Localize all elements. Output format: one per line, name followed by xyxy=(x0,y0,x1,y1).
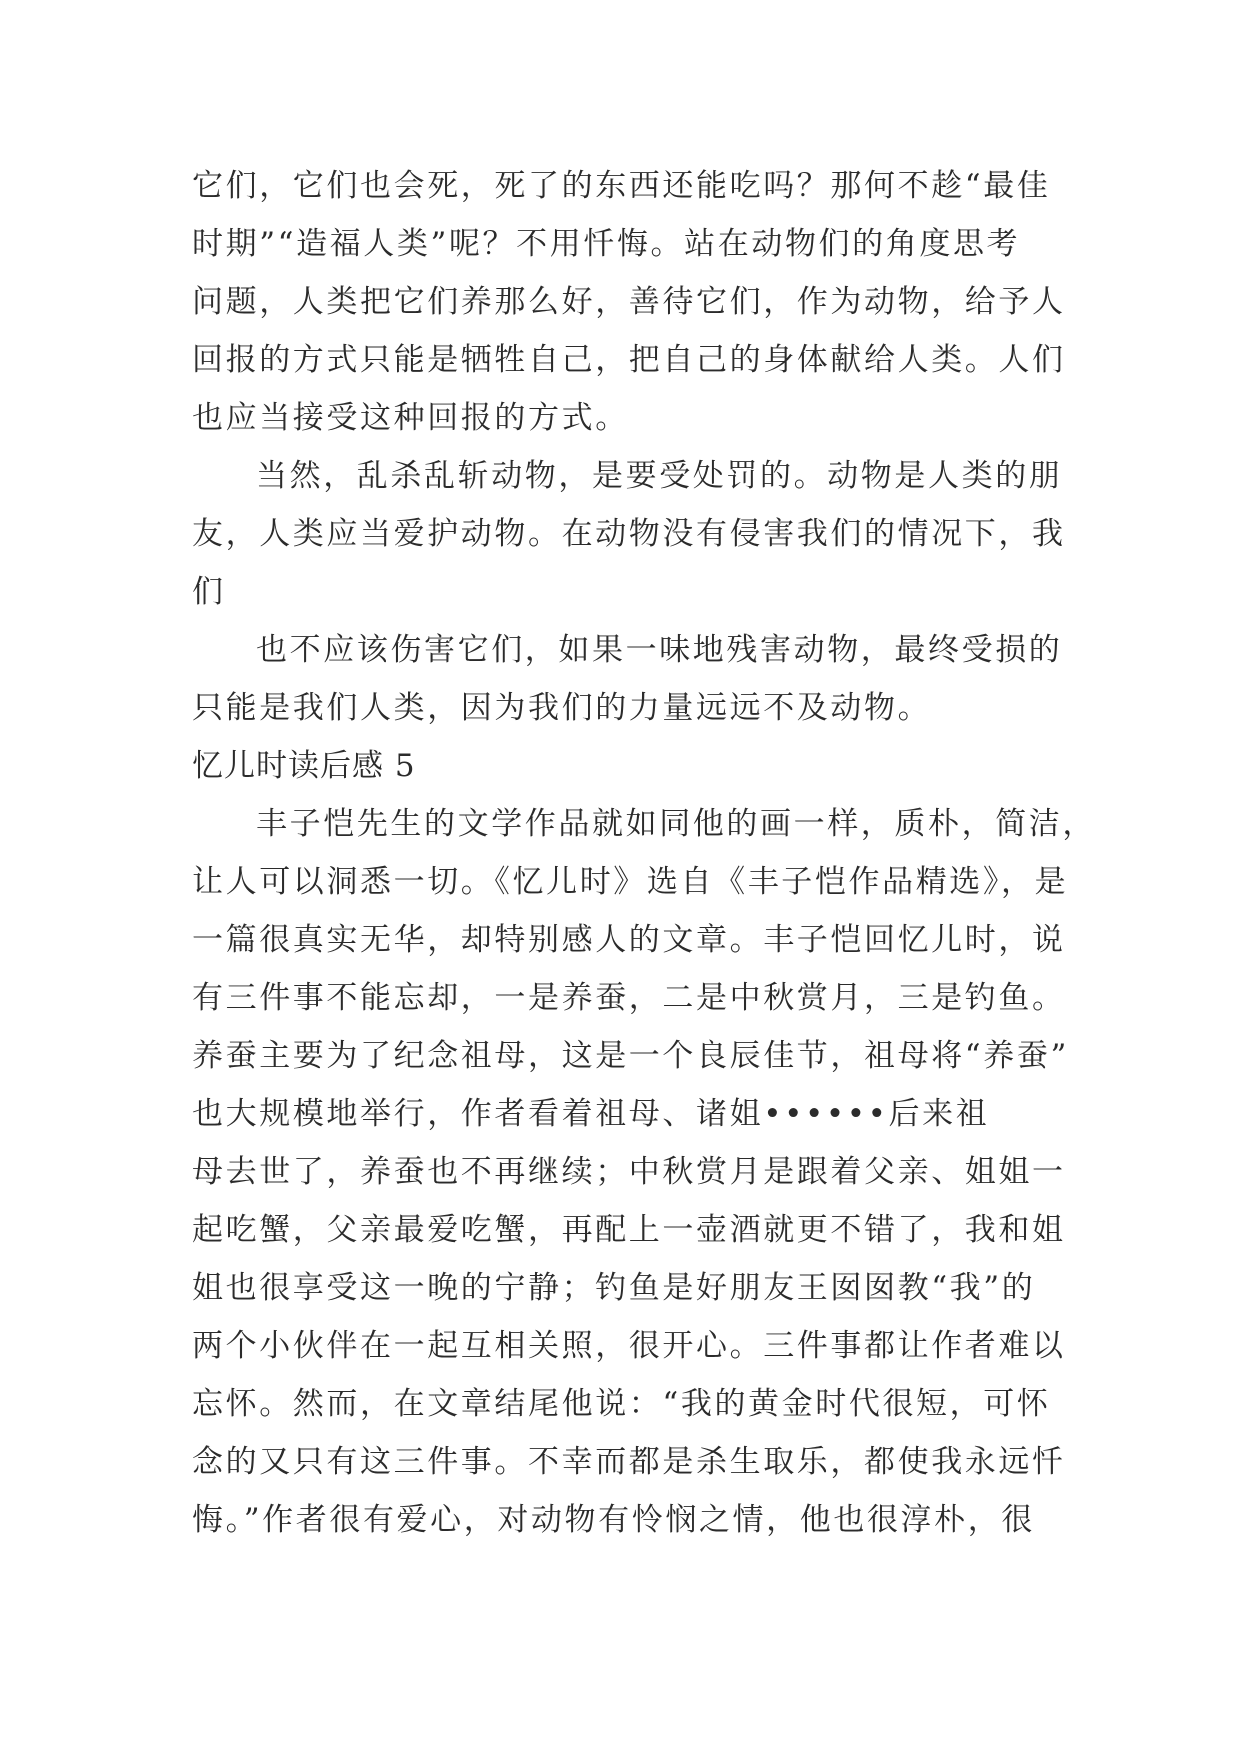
document-body xyxy=(192,157,1096,1549)
heading-text: 忆儿时读后感 5 xyxy=(192,748,416,784)
text-line: 时期”“造福人类”呢？不用忏悔。站在动物们的角度思考 xyxy=(192,226,1021,262)
text-line: 也应当接受这种回报的方式。 xyxy=(192,400,629,436)
section-heading xyxy=(192,737,1052,795)
text-line: 也不应该伤害它们，如果一味地残害动物，最终受损的 xyxy=(256,632,1063,668)
text-line: 姐也很享受这一晚的宁静；钓鱼是好朋友王囡囡教“我”的 xyxy=(192,1270,1036,1306)
text-line: 们 xyxy=(192,574,226,610)
paragraph xyxy=(192,621,1063,737)
text-line: 也大规模地举行，作者看着祖母、诸姐••••••后来祖 xyxy=(192,1096,990,1132)
text-line: 问题，人类把它们养那么好，善待它们，作为动物，给予人 xyxy=(192,284,1066,320)
text-line: 当然，乱杀乱斩动物，是要受处罚的。动物是人类的朋 xyxy=(256,458,1063,494)
text-line: 起吃蟹，父亲最爱吃蟹，再配上一壶酒就更不错了，我和姐 xyxy=(192,1212,1066,1248)
paragraph xyxy=(192,157,1066,447)
text-line: 念的又只有这三件事。不幸而都是杀生取乐，都使我永远忏 xyxy=(192,1444,1066,1480)
text-line: 忘怀。然而，在文章结尾他说：“我的黄金时代很短，可怀 xyxy=(192,1386,1051,1422)
text-line: 回报的方式只能是牺牲自己，把自己的身体献给人类。人们 xyxy=(192,342,1066,378)
text-line: 友，人类应当爱护动物。在动物没有侵害我们的情况下，我 xyxy=(192,516,1066,552)
paragraph xyxy=(192,795,1096,1549)
text-line: 一篇很真实无华，却特别感人的文章。丰子恺回忆儿时，说 xyxy=(192,922,1066,958)
paragraph xyxy=(192,447,1066,621)
text-line: 只能是我们人类，因为我们的力量远远不及动物。 xyxy=(192,690,932,726)
text-line: 有三件事不能忘却，一是养蚕，二是中秋赏月，三是钓鱼。 xyxy=(192,980,1066,1016)
text-line: 丰子恺先生的文学作品就如同他的画一样，质朴，简洁， xyxy=(256,806,1096,842)
text-line: 养蚕主要为了纪念祖母，这是一个良辰佳节，祖母将“养蚕” xyxy=(192,1038,1069,1074)
text-line: 让人可以洞悉一切。《忆儿时》选自《丰子恺作品精选》，是 xyxy=(192,864,1069,900)
text-line: 母去世了，养蚕也不再继续；中秋赏月是跟着父亲、姐姐一 xyxy=(192,1154,1066,1190)
text-line: 它们，它们也会死，死了的东西还能吃吗？那何不趁“最佳 xyxy=(192,168,1051,204)
text-line: 悔。”作者很有爱心，对动物有怜悯之情，他也很淳朴，很 xyxy=(192,1502,1035,1538)
text-line: 两个小伙伴在一起互相关照，很开心。三件事都让作者难以 xyxy=(192,1328,1066,1364)
